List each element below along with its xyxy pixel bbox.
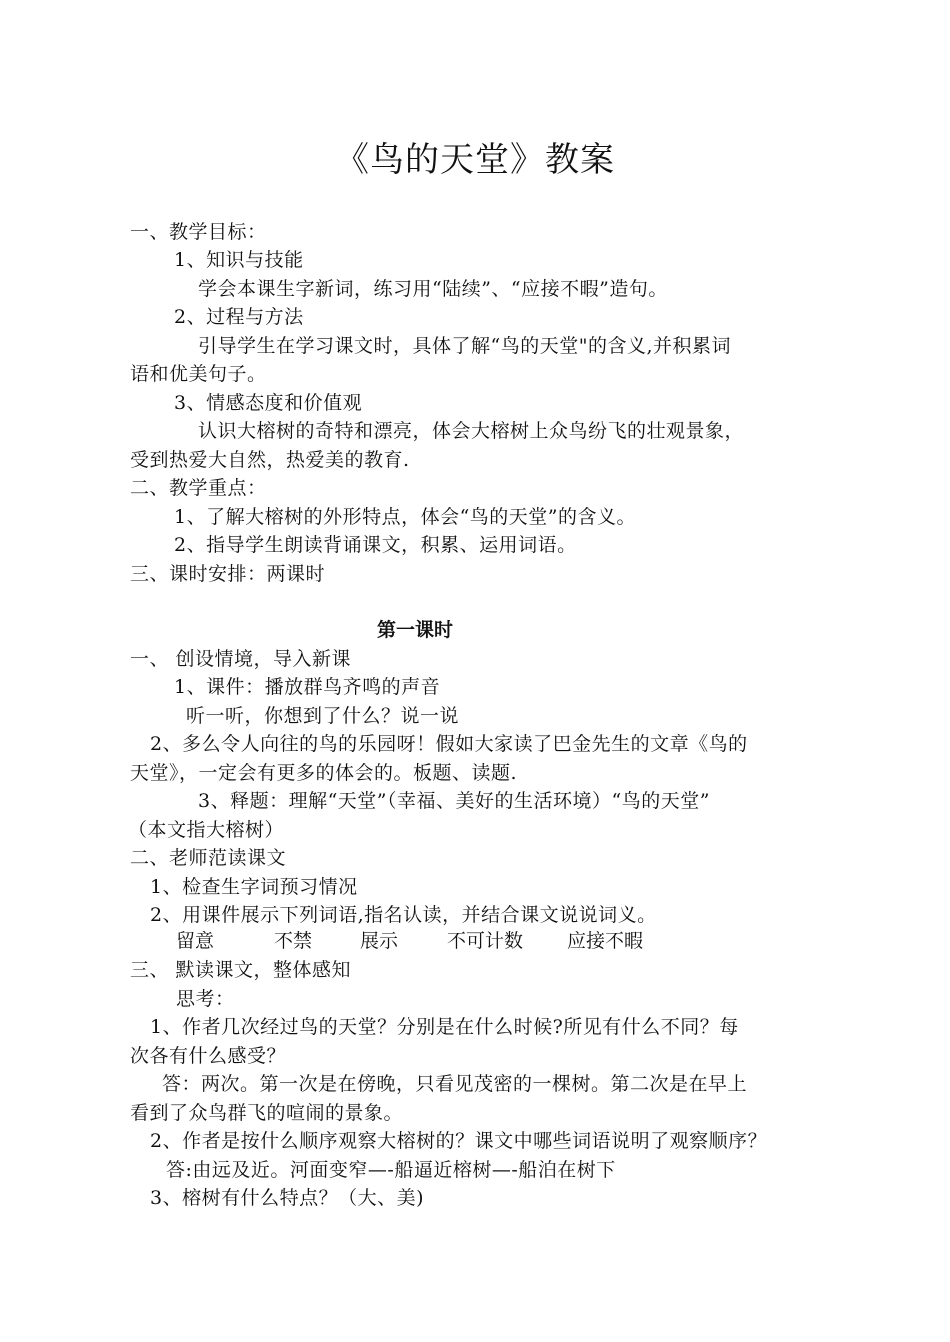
lesson-heading: 第一课时: [376, 619, 453, 641]
paragraph-line: 语和优美句子。: [130, 363, 267, 385]
paragraph-line: 引导学生在学习课文时，具体了解“鸟的天堂"的含义,并积累词: [198, 335, 731, 357]
vocab-word: 不禁: [274, 930, 313, 952]
document-title: 《鸟的天堂》教案: [335, 140, 615, 180]
list-item: 1、课件：播放群鸟齐鸣的声音: [174, 676, 441, 698]
paragraph-line: （本文指大榕树）: [128, 819, 285, 841]
section-heading: 一、 创设情境，导入新课: [130, 648, 352, 670]
paragraph-line: 认识大榕树的奇特和漂亮，体会大榕树上众鸟纷飞的壮观景象，: [198, 420, 745, 442]
paragraph-line: 学会本课生字新词，练习用“陆续”、“应接不暇”造句。: [198, 278, 668, 300]
subsection-heading: 1、知识与技能: [174, 249, 304, 271]
paragraph-line: 2、多么令人向往的鸟的乐园呀！假如大家读了巴金先生的文章《鸟的: [150, 733, 748, 755]
question-line: 1、作者几次经过鸟的天堂？分别是在什么时候?所见有什么不同？每: [150, 1016, 739, 1038]
section-heading: 二、老师范读课文: [130, 847, 287, 869]
answer-line: 看到了众鸟群飞的喧闹的景象。: [130, 1102, 404, 1124]
paragraph-line: 受到热爱大自然，热爱美的教育.: [130, 449, 410, 471]
question-line: 2、作者是按什么顺序观察大榕树的？课文中哪些词语说明了观察顺序？: [150, 1130, 768, 1152]
paragraph-line: 思考：: [176, 988, 235, 1010]
list-item: 1、了解大榕树的外形特点，体会“鸟的天堂”的含义。: [174, 506, 637, 528]
vocab-word: 留意: [176, 930, 215, 952]
section-heading: 一、教学目标：: [130, 221, 267, 243]
list-item: 2、用课件展示下列词语,指名认读，并结合课文说说词义。: [150, 904, 657, 926]
subsection-heading: 3、情感态度和价值观: [174, 392, 363, 414]
vocab-word: 展示: [360, 930, 399, 952]
section-heading: 二、教学重点：: [130, 477, 267, 499]
subsection-heading: 2、过程与方法: [174, 306, 304, 328]
paragraph-line: 听一听，你想到了什么？说一说: [186, 705, 460, 727]
answer-line: 答：两次。第一次是在傍晚，只看见茂密的一棵树。第二次是在早上: [162, 1073, 748, 1095]
question-line: 次各有什么感受？: [130, 1045, 287, 1067]
section-heading: 三、 默读课文，整体感知: [130, 959, 352, 981]
vocab-word: 不可计数: [447, 930, 524, 952]
section-heading: 三、课时安排：两课时: [130, 563, 326, 585]
vocab-word: 应接不暇: [567, 930, 644, 952]
list-item: 1、检查生字词预习情况: [150, 876, 358, 898]
list-item: 2、指导学生朗读背诵课文，积累、运用词语。: [174, 534, 577, 556]
answer-line: 答:由远及近。河面变窄—-船逼近榕树—-船泊在树下: [166, 1159, 616, 1181]
paragraph-line: 天堂》，一定会有更多的体会的。板题、读题.: [130, 762, 518, 784]
question-line: 3、榕树有什么特点？（大、美): [150, 1187, 425, 1209]
paragraph-line: 3、释题：理解“天堂”（幸福、美好的生活环境）“鸟的天堂”: [198, 790, 710, 812]
